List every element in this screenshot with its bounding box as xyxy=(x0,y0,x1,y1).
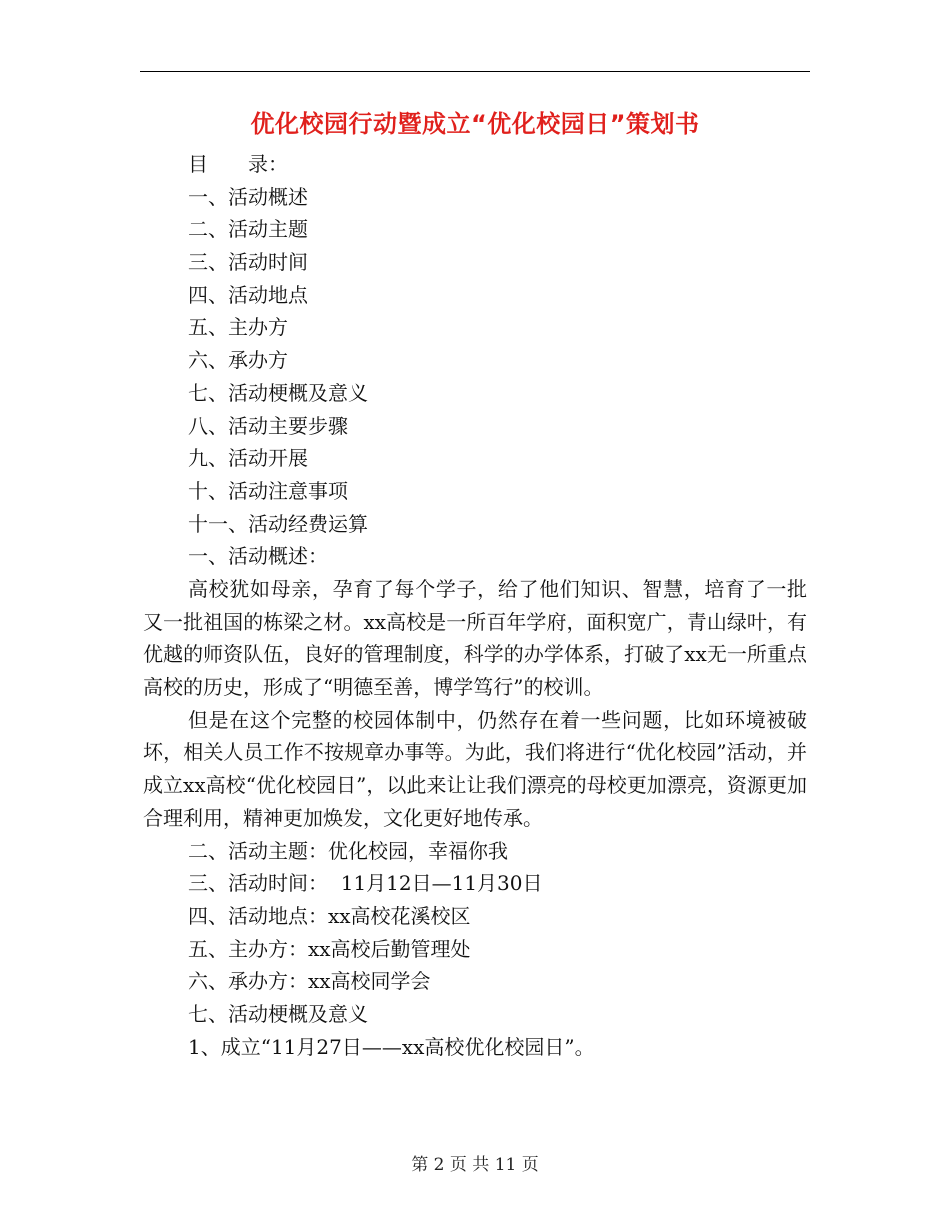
section-theme: 二、活动主题：优化校园，幸福你我 xyxy=(188,838,508,863)
toc-item: 五、主办方 xyxy=(188,315,288,340)
document-body xyxy=(143,148,807,1063)
section-undertaker: 六、承办方：xx高校同学会 xyxy=(188,969,431,994)
toc-item: 七、活动梗概及意义 xyxy=(188,380,368,405)
toc-heading xyxy=(143,148,807,181)
toc-item: 八、活动主要步骤 xyxy=(188,413,348,438)
overview-paragraph-2: 但是在这个完整的校园体制中，仍然存在着一些问题，比如环境被破坏，相关人员工作不按规章办事等。为此，我们将进行“优化校园”活动，并成立xx高校“优化校园日”，以此来让让我们漂亮的母校更加漂亮，资源更加合理利用，精神更加焕发，文化更好地传承。 xyxy=(143,707,807,830)
overview-paragraph-1: 高校犹如母亲，孕育了每个学子，给了他们知识、智慧，培育了一批又一批祖国的栋梁之材。xx高校是一所百年学府，面积宽广，青山绿叶，有优越的师资队伍，良好的管理制度，科学的办学体系，打破了xx无一所重点高校的历史，形成了“明德至善，博学笃行”的校训。 xyxy=(143,576,807,700)
toc-item: 三、活动时间 xyxy=(188,250,308,275)
toc-item: 九、活动开展 xyxy=(188,446,308,471)
toc-item: 六、承办方 xyxy=(188,348,288,373)
section-time: 三、活动时间： 11月12日—11月30日 xyxy=(188,871,543,896)
section-summary-heading: 七、活动梗概及意义 xyxy=(188,1002,368,1026)
toc-item: 一、活动概述 xyxy=(188,184,308,209)
summary-item-1: 1、成立“11月27日——xx高校优化校园日”。 xyxy=(188,1034,595,1059)
page-footer: 第 2 页 共 11 页 xyxy=(411,1155,539,1175)
section-organizer: 五、主办方：xx高校后勤管理处 xyxy=(188,936,471,961)
toc-heading-part-a: 目 xyxy=(188,152,208,176)
toc-heading-part-b: 录： xyxy=(248,152,288,176)
document-title: 优化校园行动暨成立“优化校园日”策划书 xyxy=(250,110,700,138)
toc-item: 十、活动注意事项 xyxy=(188,478,348,503)
section-heading-overview: 一、活动概述： xyxy=(188,544,328,569)
toc-item: 十一、活动经费运算 xyxy=(188,511,368,536)
toc-item: 二、活动主题 xyxy=(188,217,308,242)
toc-item: 四、活动地点 xyxy=(188,282,308,307)
section-location: 四、活动地点：xx高校花溪校区 xyxy=(188,903,471,928)
header-rule xyxy=(140,71,810,72)
